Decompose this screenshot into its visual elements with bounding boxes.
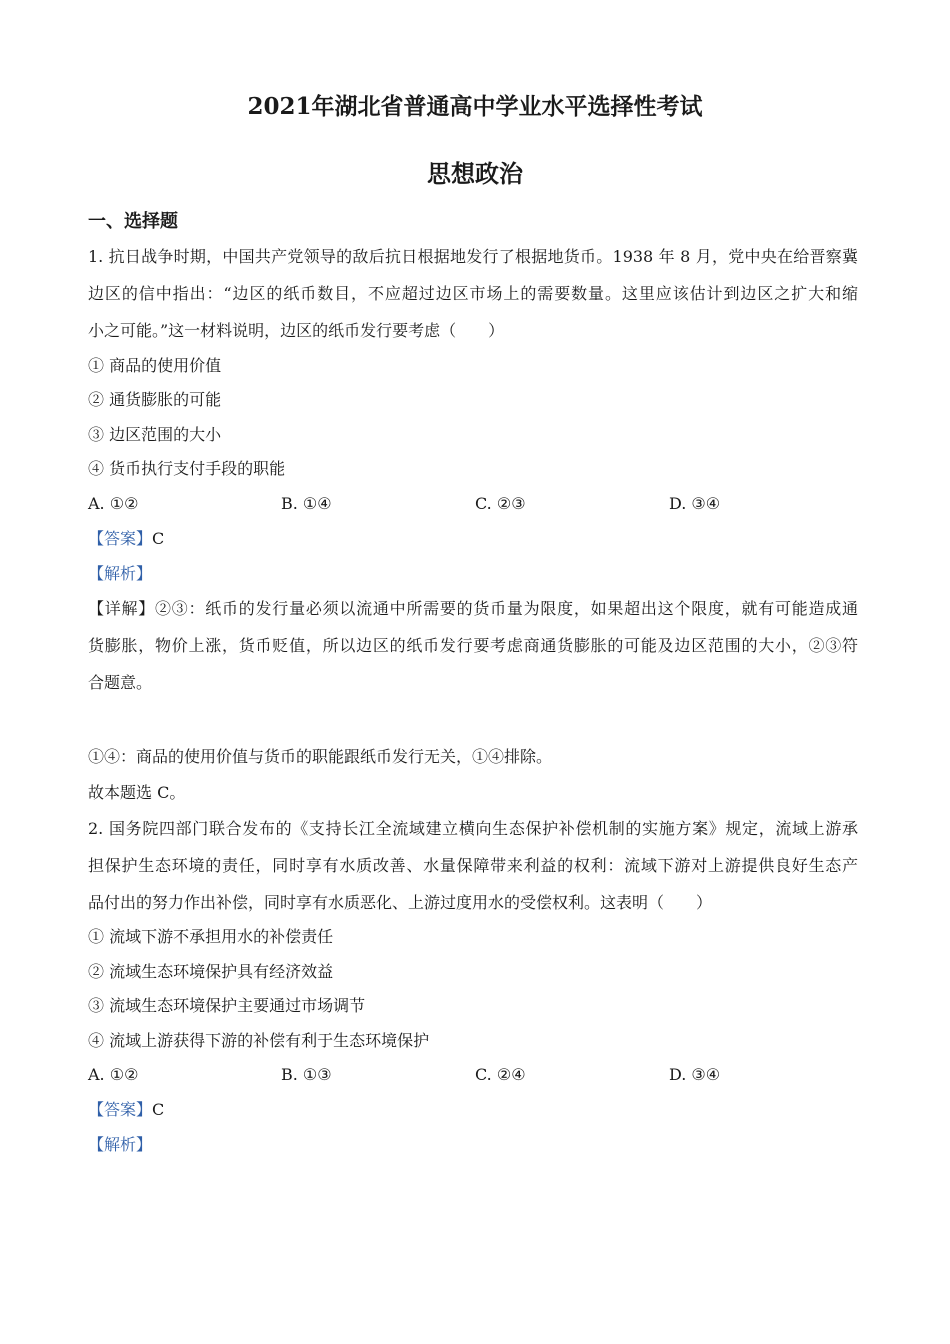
subject-title: 思想政治 [427, 159, 523, 188]
q2-option-c: C. ②④ [475, 1065, 526, 1084]
q2-option-d: D. ③④ [669, 1065, 721, 1084]
q1-detail-line-4: ①④：商品的使用价值与货币的职能跟纸币发行无关，①④排除。 [88, 747, 553, 766]
q1-detail-line-1: 【详解】②③：纸币的发行量必须以流通中所需要的货币量为限度，如果超出这个限度，就有可能造成通 [88, 599, 858, 618]
q1-item-2: ② 通货膨胀的可能 [88, 390, 222, 409]
q2-stem-line-2: 担保护生态环境的责任，同时享有水质改善、水量保障带来利益的权利：流域下游对上游提供良好生态产 [88, 856, 858, 875]
q2-option-b: B. ①③ [281, 1065, 332, 1084]
answer-value: C [152, 529, 165, 548]
q1-stem-line-2: 边区的信中指出：“边区的纸币数目，不应超过边区市场上的需要数量。这里应该估计到边区之扩大和缩 [88, 284, 858, 303]
q1-item-4: ④ 货币执行支付手段的职能 [88, 459, 286, 478]
q1-detail-line-2: 货膨胀，物价上涨，货币贬值，所以边区的纸币发行要考虑商通货膨胀的可能及边区范围的大小，②③符 [88, 636, 858, 655]
q2-analysis-tag: 【解析】 [88, 1135, 153, 1154]
answer-tag: 【答案】 [88, 1100, 153, 1119]
q1-item-3: ③ 边区范围的大小 [88, 425, 222, 444]
q1-option-c: C. ②③ [475, 494, 526, 513]
q1-option-d: D. ③④ [669, 494, 721, 513]
q2-item-2: ② 流域生态环境保护具有经济效益 [88, 962, 334, 981]
q1-detail-line-3: 合题意。 [88, 673, 153, 692]
q2-item-4: ④ 流域上游获得下游的补偿有利于生态环境保护 [88, 1031, 430, 1050]
q2-stem-line-1: 2. 国务院四部门联合发布的《支持长江全流域建立横向生态保护补偿机制的实施方案》规定，流域上游承 [88, 819, 858, 838]
answer-value: C [152, 1100, 165, 1119]
q1-detail-line-5: 故本题选 C。 [88, 783, 186, 802]
q1-analysis-tag: 【解析】 [88, 564, 153, 583]
answer-tag: 【答案】 [88, 529, 153, 548]
section-heading: 一、选择题 [88, 211, 178, 232]
q2-item-3: ③ 流域生态环境保护主要通过市场调节 [88, 996, 366, 1015]
q1-stem-line-1: 1. 抗日战争时期，中国共产党领导的敌后抗日根据地发行了根据地货币。1938 年 8 月，党中央在给晋察冀 [88, 247, 858, 266]
q1-stem-line-3: 小之可能。”这一材料说明，边区的纸币发行要考虑（ ） [88, 321, 505, 340]
q1-item-1: ① 商品的使用价值 [88, 356, 222, 375]
q1-option-a: A. ①② [88, 494, 139, 513]
q1-option-b: B. ①④ [281, 494, 332, 513]
q2-item-1: ① 流域下游不承担用水的补偿责任 [88, 927, 334, 946]
q2-answer [88, 1099, 164, 1121]
q1-answer [88, 528, 164, 550]
exam-title: 2021年湖北省普通高中学业水平选择性考试 [247, 93, 703, 120]
q2-option-a: A. ①② [88, 1065, 139, 1084]
q2-stem-line-3: 品付出的努力作出补偿，同时享有水质恶化、上游过度用水的受偿权利。这表明（ ） [88, 893, 713, 912]
